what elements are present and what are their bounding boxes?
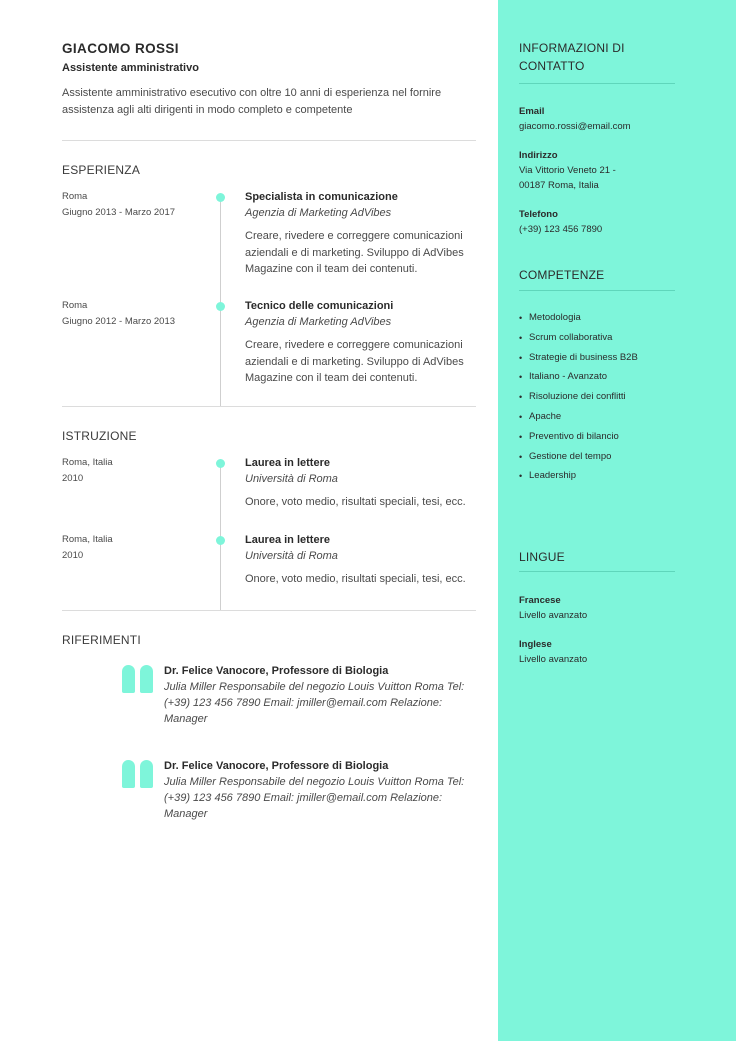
timeline-dot [216, 302, 225, 311]
reference-entry [164, 663, 480, 727]
education-location: Roma, Italia [62, 534, 113, 545]
reference-entry [164, 758, 480, 822]
skill-item: • Italiano - Avanzato [519, 369, 638, 389]
timeline-dot [216, 536, 225, 545]
language-level: Livello avanzato [519, 610, 588, 621]
experience-role: Tecnico delle comunicazioni [245, 300, 394, 312]
section-title-skills: COMPETENZE [519, 268, 605, 282]
education-meta [62, 455, 113, 487]
timeline-dot [216, 459, 225, 468]
skill-item: • Risoluzione dei conflitti [519, 389, 638, 409]
reference-details: Julia Miller Responsabile del negozio Louis Vuitton Roma Tel: (+39) 123 456 7890 Email: jmiller@email.com Relazione: Manager [164, 681, 465, 725]
education-entry [245, 455, 481, 511]
email-label: Email [519, 106, 545, 117]
address-value: Via Vittorio Veneto 21 - 00187 Roma, Italia [519, 165, 616, 191]
education-location: Roma, Italia [62, 457, 113, 468]
divider [62, 140, 476, 141]
skill-item: • Gestione del tempo [519, 449, 638, 469]
skill-item: • Leadership [519, 468, 638, 488]
experience-dates: Giugno 2012 - Marzo 2013 [62, 316, 176, 327]
skill-item: • Preventivo di bilancio [519, 429, 638, 449]
quote-icon [122, 665, 156, 693]
education-year: 2010 [62, 473, 84, 484]
education-degree: Laurea in lettere [245, 457, 330, 469]
education-degree: Laurea in lettere [245, 534, 330, 546]
reference-details: Julia Miller Responsabile del negozio Louis Vuitton Roma Tel: (+39) 123 456 7890 Email: jmiller@email.com Relazione: Manager [164, 776, 465, 820]
experience-entry [245, 189, 481, 278]
experience-meta [62, 298, 175, 330]
education-school: Università di Roma [245, 550, 338, 562]
section-title-references: RIFERIMENTI [62, 633, 141, 647]
section-title-languages: LINGUE [519, 550, 565, 564]
skill-item: • Metodologia [519, 310, 638, 330]
sidebar-divider [519, 83, 675, 84]
skills-list [519, 310, 638, 488]
phone-value: (+39) 123 456 7890 [519, 224, 603, 235]
experience-location: Roma [62, 191, 88, 202]
experience-description: Creare, rivedere e correggere comunicazioni aziendali e di marketing. Sviluppo di AdVibes Magazine con il team dei contenuti. [245, 230, 464, 275]
email-value[interactable]: giacomo.rossi@email.com [519, 121, 631, 132]
experience-company: Agenzia di Marketing AdVibes [245, 207, 392, 219]
skill-item: • Strategie di business B2B [519, 350, 638, 370]
candidate-name: GIACOMO ROSSI [62, 41, 179, 56]
experience-role: Specialista in comunicazione [245, 191, 398, 203]
profile-summary: Assistente amministrativo esecutivo con oltre 10 anni di esperienza nel fornire assistenza agli alti dirigenti in modo completo e competente [62, 87, 442, 116]
education-entry [245, 532, 481, 588]
sidebar-divider [519, 290, 675, 291]
education-meta [62, 532, 113, 564]
language-level: Livello avanzato [519, 654, 588, 665]
experience-location: Roma [62, 300, 88, 311]
divider [62, 610, 476, 611]
section-title-education: ISTRUZIONE [62, 429, 137, 443]
job-title: Assistente amministrativo [62, 62, 199, 74]
language-name: Inglese [519, 639, 552, 650]
experience-dates: Giugno 2013 - Marzo 2017 [62, 207, 176, 218]
phone-label: Telefono [519, 209, 558, 220]
education-description: Onore, voto medio, risultati speciali, tesi, ecc. [245, 573, 466, 585]
skill-item: • Scrum collaborativa [519, 330, 638, 350]
experience-company: Agenzia di Marketing AdVibes [245, 316, 392, 328]
timeline-dot [216, 193, 225, 202]
divider [62, 406, 476, 407]
sidebar-divider [519, 571, 675, 572]
experience-description: Creare, rivedere e correggere comunicazioni aziendali e di marketing. Sviluppo di AdVibes Magazine con il team dei contenuti. [245, 339, 464, 384]
address-label: Indirizzo [519, 150, 558, 161]
skill-item: • Apache [519, 409, 638, 429]
language-name: Francese [519, 595, 561, 606]
experience-entry [245, 298, 481, 387]
section-title-experience: ESPERIENZA [62, 163, 141, 177]
reference-name: Dr. Felice Vanocore, Professore di Biologia [164, 760, 389, 772]
experience-meta [62, 189, 175, 221]
section-title-contact: INFORMAZIONI DI CONTATTO [519, 41, 625, 73]
education-description: Onore, voto medio, risultati speciali, tesi, ecc. [245, 496, 466, 508]
quote-icon [122, 760, 156, 788]
education-year: 2010 [62, 550, 84, 561]
education-school: Università di Roma [245, 473, 338, 485]
reference-name: Dr. Felice Vanocore, Professore di Biologia [164, 665, 389, 677]
